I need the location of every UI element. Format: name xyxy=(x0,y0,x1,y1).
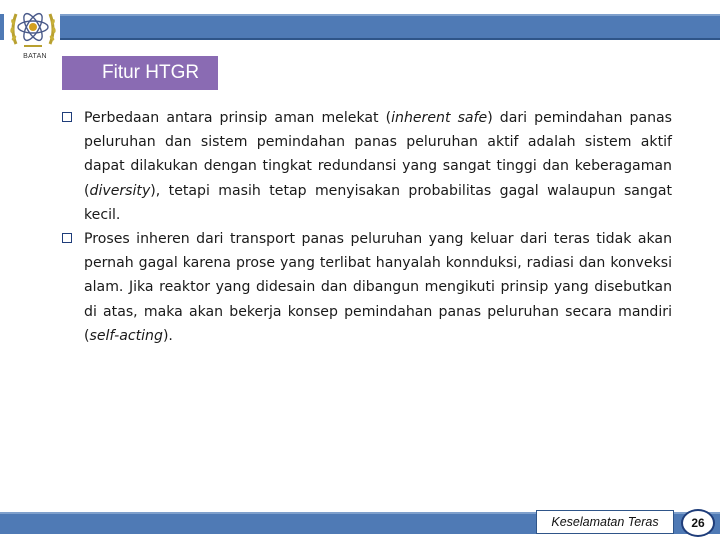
footer-label: Keselamatan Teras xyxy=(551,515,659,529)
logo-label: BATAN xyxy=(23,53,47,60)
bullet-item xyxy=(62,227,672,348)
slide-content xyxy=(62,106,672,348)
top-bar xyxy=(60,14,720,40)
checkbox-square-icon xyxy=(62,112,72,122)
checkbox-square-icon xyxy=(62,233,72,243)
footer-label-box xyxy=(536,510,674,534)
bullet-text: Proses inheren dari transport panas peluruhan yang keluar dari teras tidak akan pernah gagal karena prose yang terlibat hanyalah konnduksi, radiasi dan konveksi alam. Jika reaktor yang didesain dan dibangun mengikuti prinsip yang disebutkan di atas, maka akan bekerja konsep pemindahan panas peluruhan secara mandiri (self-acting). xyxy=(84,231,672,344)
batan-logo-icon xyxy=(6,2,60,54)
page-number: 26 xyxy=(681,509,715,537)
top-bar-edge xyxy=(0,14,4,40)
slide-title-box xyxy=(62,56,218,90)
bullet-item xyxy=(62,106,672,227)
bullet-text: Perbedaan antara prinsip aman melekat (inherent safe) dari pemindahan panas peluruhan dan sistem pemindahan panas peluruhan aktif adalah sistem aktif dapat dilakukan dengan tingkat redundansi yang sangat tinggi dan keberagaman (diversity), tetapi masih tetap menyisakan probabilitas gagal walaupun sangat kecil. xyxy=(84,110,672,223)
slide-title: Fitur HTGR xyxy=(102,62,200,83)
